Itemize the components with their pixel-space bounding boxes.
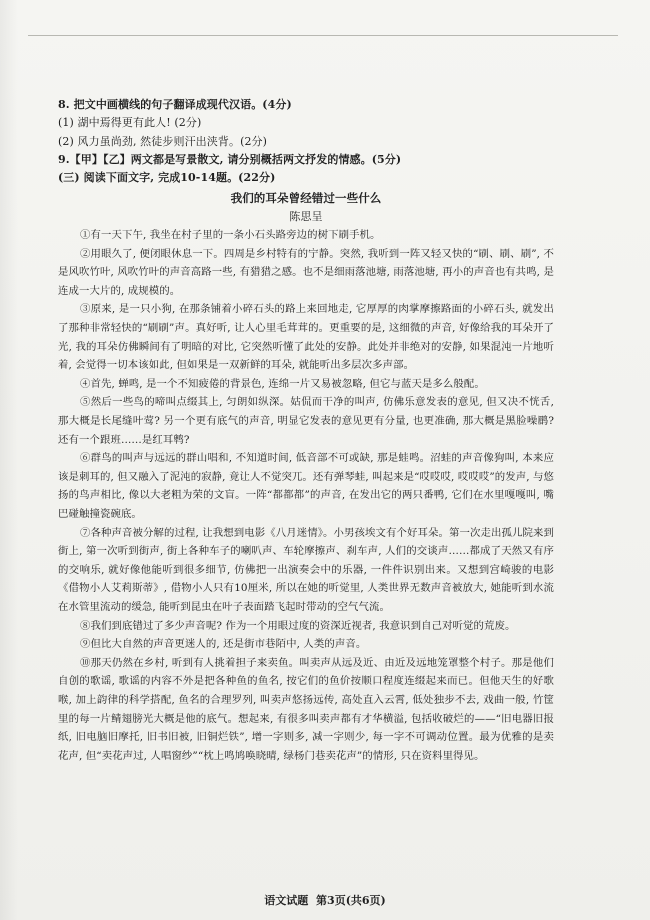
- article-title: 我们的耳朵曾经错过一些什么: [230, 191, 382, 206]
- paragraph-2: ②用眼久了, 便闭眼休息一下。四周是乡村特有的宁静。突然, 我听到一阵又轻又快的“刷、刷、刷”, 不是风吹竹叶, 风吹竹叶的声音高路一些, 有猎猎之感。也不是细雨落池塘, 雨落池塘, 再小的声音也有共鸣, 是连成一大片的, 成规模的。: [58, 247, 554, 297]
- question-8: 8. 把文中画横线的句子翻译成现代汉语。(4分): [58, 98, 292, 111]
- page-content: [58, 96, 554, 765]
- paragraph-9: ⑨但比大自然的声音更迷人的, 还是街市巷陌中, 人类的声音。: [80, 638, 367, 651]
- paragraph-4: ④首先, 蝉鸣, 是一个不知疲倦的背景色, 连绵一片又易被忽略, 但它与蓝天是多么般配。: [80, 377, 485, 390]
- question-8-item-1: (1) 湖中焉得更有此人! (2分): [58, 116, 202, 130]
- paragraph-10: ⑩那天仍然在乡村, 听到有人挑着担子来卖鱼。叫卖声从远及近、由近及远地笼罩整个村子。那是他们自创的歌谣, 歌谣的内容不外是把各种鱼的鱼名, 按它们的鱼价按顺口程度连缀起来而已。但他天生的好歌喉, 加上韵律的科学搭配, 鱼名的合理罗列, 叫卖声悠扬远传, 高处直入云霄, 低处独步不去, 戏曲一般, 竹筐里的每一片鲭翅膀光大概是他的底气。想起来, 有很多叫卖声都有才华横溢, 包括收破烂的——“旧电器旧报纸, 旧电脑旧摩托, 旧书旧被, 旧铜烂铁”, 增一字则多, 减一字则少, 每一字不可调动位置。最为优雅的是卖花声, 但“卖花声过, 人唱窗纱”“枕上鸣鸠唤晓晴, 绿杨门巷卖花声”的情形, 只在资料里得见。: [58, 656, 554, 762]
- paragraph-8: ⑧我们到底错过了多少声音呢? 作为一个用眼过度的资深近视者, 我意识到自己对听觉的荒废。: [80, 619, 516, 632]
- paragraph-5: ⑤然后一些鸟的啼叫点缀其上, 匀朗如纵深。姑侃而干净的叫声, 仿佛乐意发表的意见, 但又决不恍舌, 那大概是长尾缝叶莺? 另一个更有底气的声音, 明显它发表的意见更有分量, 也更准确, 那大概是黑脸噪鹛? 还有一个跟班……是红耳鹎?: [58, 396, 554, 446]
- question-8-item-2: (2) 风力虽尚劲, 然徒步则汗出浃背。(2分): [58, 134, 268, 148]
- section-3-heading: (三) 阅读下面文字, 完成10-14题。(22分): [58, 171, 276, 185]
- paragraph-1: ①有一天下午, 我坐在村子里的一条小石头路旁边的树下刷手机。: [80, 229, 381, 242]
- article-author: 陈思呈: [289, 209, 323, 223]
- top-edge-line: [28, 35, 618, 36]
- question-9: 9.【甲】【乙】两文都是写景散文, 请分别概括两文抒发的情感。(5分): [58, 152, 402, 166]
- page-footer: 语文试题 第3页(共6页): [264, 894, 386, 907]
- paragraph-3: ③原来, 是一只小狗, 在那条铺着小碎石头的路上来回地走, 它厚厚的肉掌摩擦路面的小碎石头, 就发出了那种非常轻快的“刷刷”声。真好听, 让人心里毛茸茸的。更重要的是, 这细微的声音, 好像给我的耳朵开了光, 我的耳朵仿佛瞬间有了明暗的对比, 它突然听懂了此处的安静。此处并非绝对的安静, 如果混沌一片地听着, 会觉得一切本该如此, 但如果是一双新鲜的耳朵, 就能听出多层次多声部。: [58, 303, 554, 372]
- paragraph-7: ⑦各种声音被分解的过程, 让我想到电影《八月迷情》。小男孩埃文有个好耳朵。第一次走出孤儿院来到街上, 第一次听到街声, 街上各种车子的喇叭声、车轮摩擦声、刹车声, 人们的交谈声……都成了天然又有序的交响乐, 就好像他能听到很多细节, 仿佛把一出演奏会中的乐器, 一件件识别出来。又想到宫崎骏的电影《借物小人艾莉斯蒂》, 借物小人只有10厘米, 所以在她的听觉里, 人类世界无数声音被放大, 她能听到水流在水管里流动的缓急, 能听到昆虫在叶子表面踏飞起时带动的空气气流。: [58, 526, 554, 613]
- paragraph-6: ⑥群鸟的叫声与远远的群山唱和, 不知道时间, 低音部不可或缺, 那是蛙鸣。沼蛙的声音像狗叫, 本来应该是刺耳的, 但又融入了泥沌的寂静, 竟让人不觉突兀。还有弹琴蛙, 叫起来是“哎哎哎, 哎哎哎”的发声, 与悠扬的鸟声相比, 像以大老粗为荣的文盲。一阵“都都都”的声音, 在发出它的两只番鸭, 它们在水里嘎嘎叫, 嘴巴碰触撞瓷碗底。: [58, 452, 554, 520]
